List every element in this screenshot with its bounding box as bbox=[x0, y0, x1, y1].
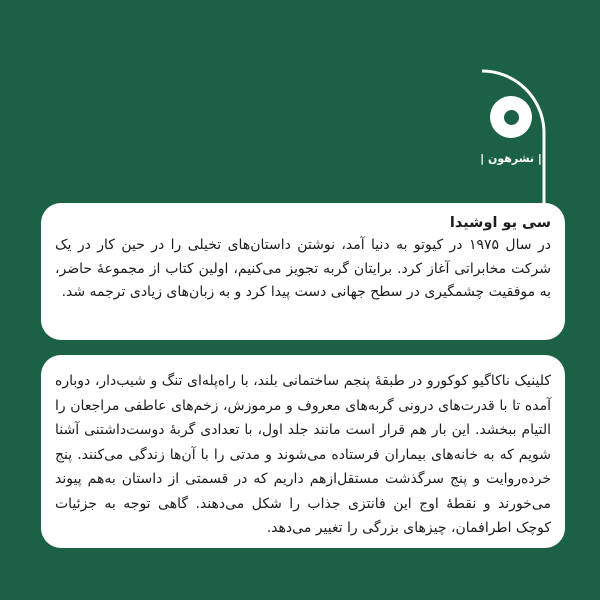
ring-logo-icon bbox=[490, 96, 532, 138]
author-name: سی یو اوشیدا bbox=[449, 215, 551, 231]
author-bio-card bbox=[41, 203, 565, 340]
brand-name: | نشرهون | bbox=[480, 152, 542, 165]
logo-arc-decoration bbox=[474, 69, 552, 209]
book-description-card bbox=[41, 355, 565, 548]
book-description-text: کلینیک ناکاگیو کوکورو در طبقهٔ پنجم ساختمانی بلند، با راه‌پله‌ای تنگ و شیب‌دار، دوباره آمده تا با قدرت‌های درونی گربه‌های معروف و مرموزش، زخم‌های عاطفی مراجعان را التیام ببخشد. این بار هم قرار است مانند جلد اول، با تعدادی گربهٔ دوست‌داشتنی آشنا شویم که به خانه‌های بیماران فرستاده می‌شوند و مدتی را با آن‌ها زندگی می‌کنند. پنج خرده‌روایت و پنج سرگذشت مستقل‌ازهم داریم که در قسمتی از داستان به‌هم پیوند می‌خورند و نقطهٔ اوج این فانتزی جذاب را شکل می‌دهند. گاهی توجه به جزئیات کوچک اطرافمان، چیزهای بزرگی را تغییر می‌دهد. bbox=[55, 373, 551, 536]
author-bio-text: در سال ۱۹۷۵ در کیوتو به دنیا آمد، نوشتن داستان‌های تخیلی را در حین کار در یک شرکت مخابراتی آغاز کرد. برایتان گربه تجویز می‌کنیم، اولین کتاب از مجموعهٔ حاضر، به موفقیت چشمگیری در سطح جهانی دست پیدا کرد و به زبان‌های زیادی ترجمه شد. bbox=[55, 237, 551, 300]
